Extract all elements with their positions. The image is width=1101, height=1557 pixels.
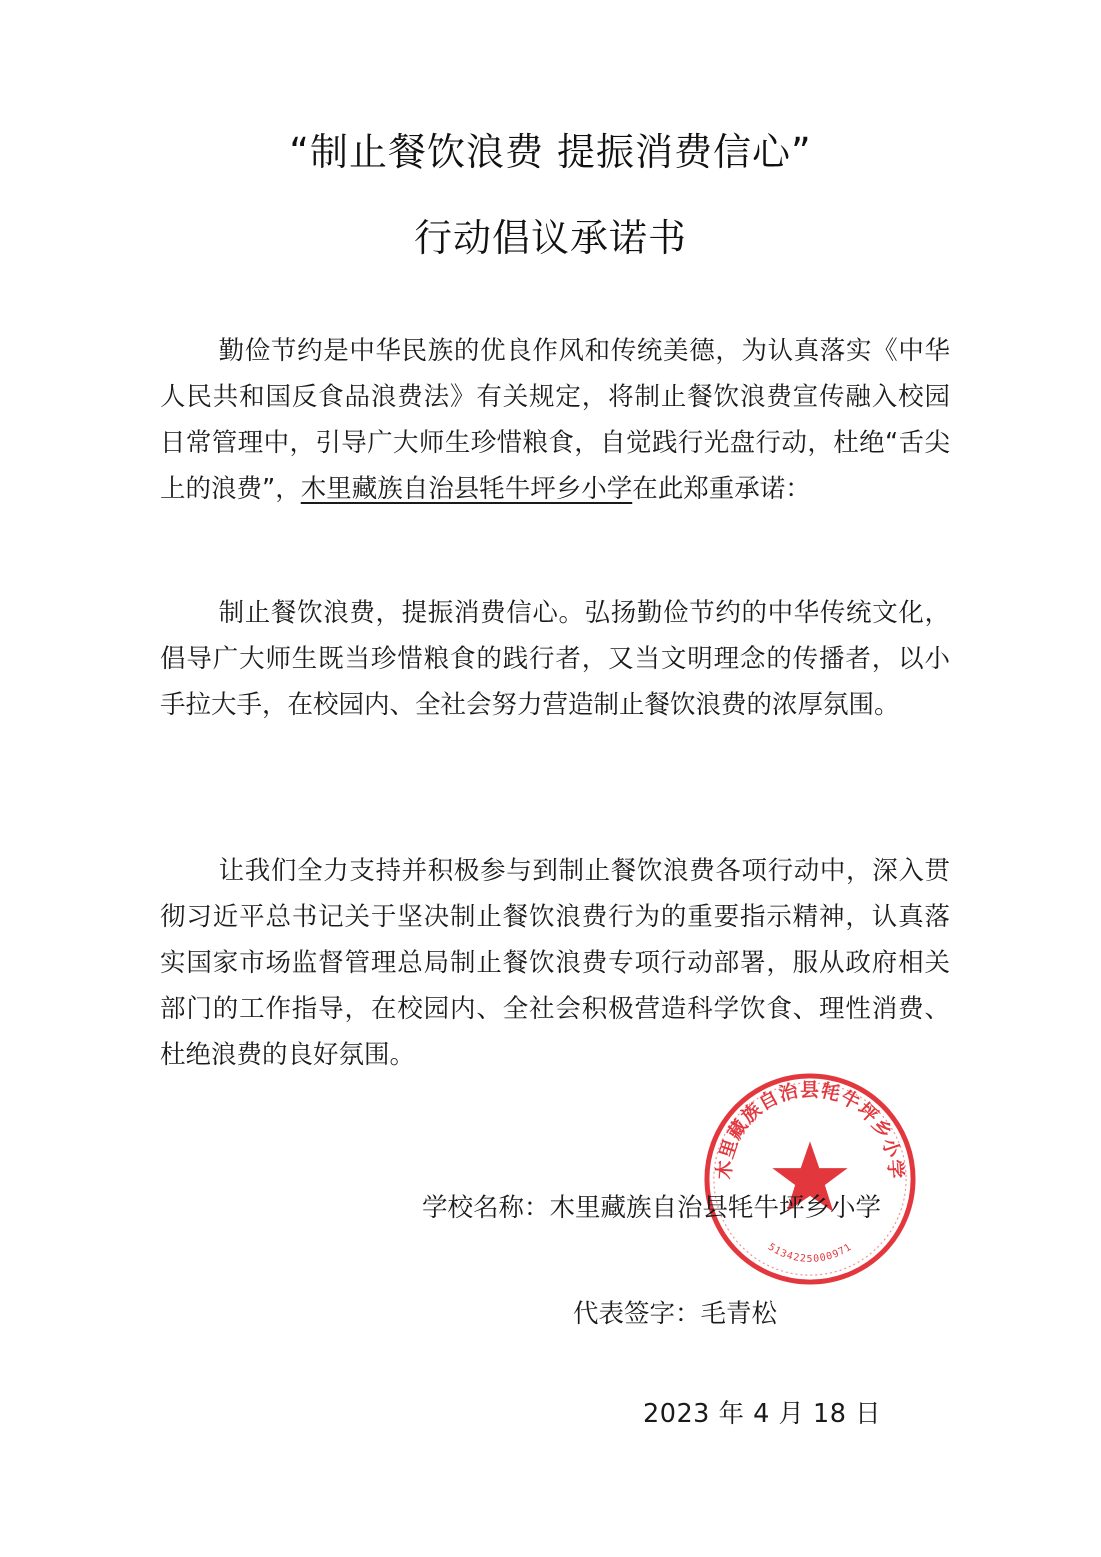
document-title: “制止餐饮浪费 提振消费信心”	[289, 130, 812, 174]
document-date: 2023 年 4 月 18 日	[643, 1399, 882, 1429]
intro-text: 勤俭节约是中华民族的优良作风和传统美德，为认真落实《中华人民共和国反食品浪费法》有关规定，将制止餐饮浪费宣传融入校园日常管理中，引导广大师生珍惜粮食，自觉践行光盘行动，杜绝“舌尖上的浪费”，	[160, 336, 950, 504]
seal-code: 5134225000971	[765, 1241, 855, 1265]
document-subtitle: 行动倡议承诺书	[413, 216, 687, 260]
call-to-action-text: 让我们全力支持并积极参与到制止餐饮浪费各项行动中，深入贯彻习近平总书记关于坚决制止餐饮浪费行为的重要指示精神，认真落实国家市场监督管理总局制止餐饮浪费专项行动部署，服从政府相关部门的工作指导，在校园内、全社会积极营造科学饮食、理性消费、杜绝浪费的良好氛围。	[160, 856, 950, 1070]
representative-name: 毛青松	[700, 1299, 778, 1329]
official-seal-icon	[701, 1070, 919, 1288]
seal-text: 木里藏族自治县牦牛坪乡小学	[714, 1079, 906, 1181]
intro-text-end: 在此郑重承诺：	[632, 474, 811, 504]
school-name: 木里藏族自治县牦牛坪乡小学	[549, 1193, 882, 1223]
school-name-underlined: 木里藏族自治县牦牛坪乡小学	[300, 474, 633, 504]
school-label: 学校名称：	[422, 1193, 550, 1223]
paragraph-call-to-action	[160, 848, 950, 1078]
svg-text:5134225000971	[766, 1242, 854, 1265]
representative-label: 代表签字：	[573, 1299, 701, 1329]
commitment-text: 制止餐饮浪费，提振消费信心。弘扬勤俭节约的中华传统文化，倡导广大师生既当珍惜粮食的践行者，又当文明理念的传播者，以小手拉大手，在校园内、全社会努力营造制止餐饮浪费的浓厚氛围。	[160, 598, 950, 720]
paragraph-commitment	[160, 590, 950, 728]
representative-line	[573, 1296, 777, 1332]
school-name-line	[422, 1190, 881, 1226]
paragraph-intro	[160, 328, 950, 512]
